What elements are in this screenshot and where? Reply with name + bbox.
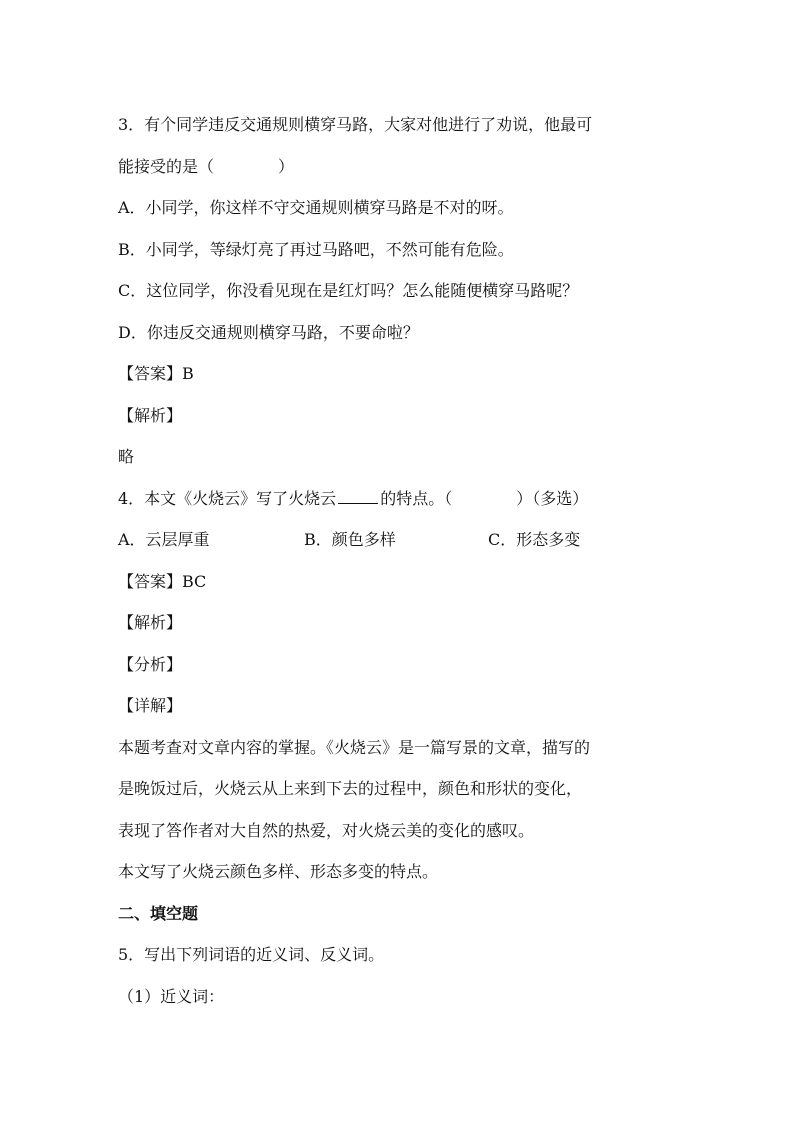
q3-option-b: B．小同学，等绿灯亮了再过马路吧，不然可能有危险。 bbox=[118, 239, 514, 259]
q4-options-row bbox=[118, 519, 688, 561]
q4-stem bbox=[118, 478, 688, 520]
fill-blank-underline bbox=[338, 502, 378, 504]
q3-stem-line2-close: ） bbox=[278, 156, 295, 176]
q3-analysis-label: 【解析】 bbox=[118, 405, 183, 425]
q4-analysis-label: 【解析】 bbox=[118, 613, 183, 632]
q4-fenxi-label: 【分析】 bbox=[118, 654, 183, 674]
q3-option-a: A．小同学，你这样不守交通规则横穿马路是不对的呀。 bbox=[118, 198, 514, 217]
q3-analysis-text: 略 bbox=[118, 447, 135, 466]
q4-stem-part1: 4．本文《火烧云》写了火烧云 bbox=[118, 488, 337, 508]
q4-detail-line4: 本文写了火烧云颜色多样、形态多变的特点。 bbox=[118, 862, 439, 881]
q4-option-c: C．形态多变 bbox=[488, 530, 581, 549]
q5-sub1: （1）近义词： bbox=[118, 986, 225, 1006]
q4-option-a: A．云层厚重 bbox=[118, 530, 210, 549]
q3-answer: 【答案】B bbox=[118, 364, 194, 383]
q4-detail-line2: 是晚饭过后，火烧云从上来到下去的过程中，颜色和形状的变化， bbox=[118, 779, 583, 798]
q3-option-c: C．这位同学，你没看见现在是红灯吗？怎么能随便横穿马路呢？ bbox=[118, 281, 579, 300]
q3-stem-line1: 3．有个同学违反交通规则横穿马路，大家对他进行了劝说，他最可 bbox=[118, 115, 593, 134]
q3-stem-line2 bbox=[118, 146, 688, 188]
q4-detail-line1: 本题考查对文章内容的掌握。《火烧云》是一篇写景的文章，描写的 bbox=[118, 737, 591, 757]
section-title: 二、填空题 bbox=[118, 903, 199, 923]
q4-answer: 【答案】BC bbox=[118, 571, 207, 591]
q4-detail-line3: 表现了答作者对大自然的热爱，对火烧云美的变化的感叹。 bbox=[118, 820, 535, 840]
q5-stem: 5．写出下列词语的近义词、反义词。 bbox=[118, 945, 385, 964]
q4-xiangjie-label: 【详解】 bbox=[118, 696, 183, 715]
document-page bbox=[118, 104, 688, 1017]
q4-option-b: B．颜色多样 bbox=[304, 530, 396, 549]
q4-stem-part2: 的特点。（ bbox=[380, 488, 453, 508]
q3-stem-line2-text: 能接受的是（ bbox=[118, 156, 215, 176]
q4-stem-part3: ）（多选） bbox=[516, 488, 589, 508]
q3-option-d: D．你违反交通规则横穿马路，不要命啦？ bbox=[118, 322, 419, 342]
